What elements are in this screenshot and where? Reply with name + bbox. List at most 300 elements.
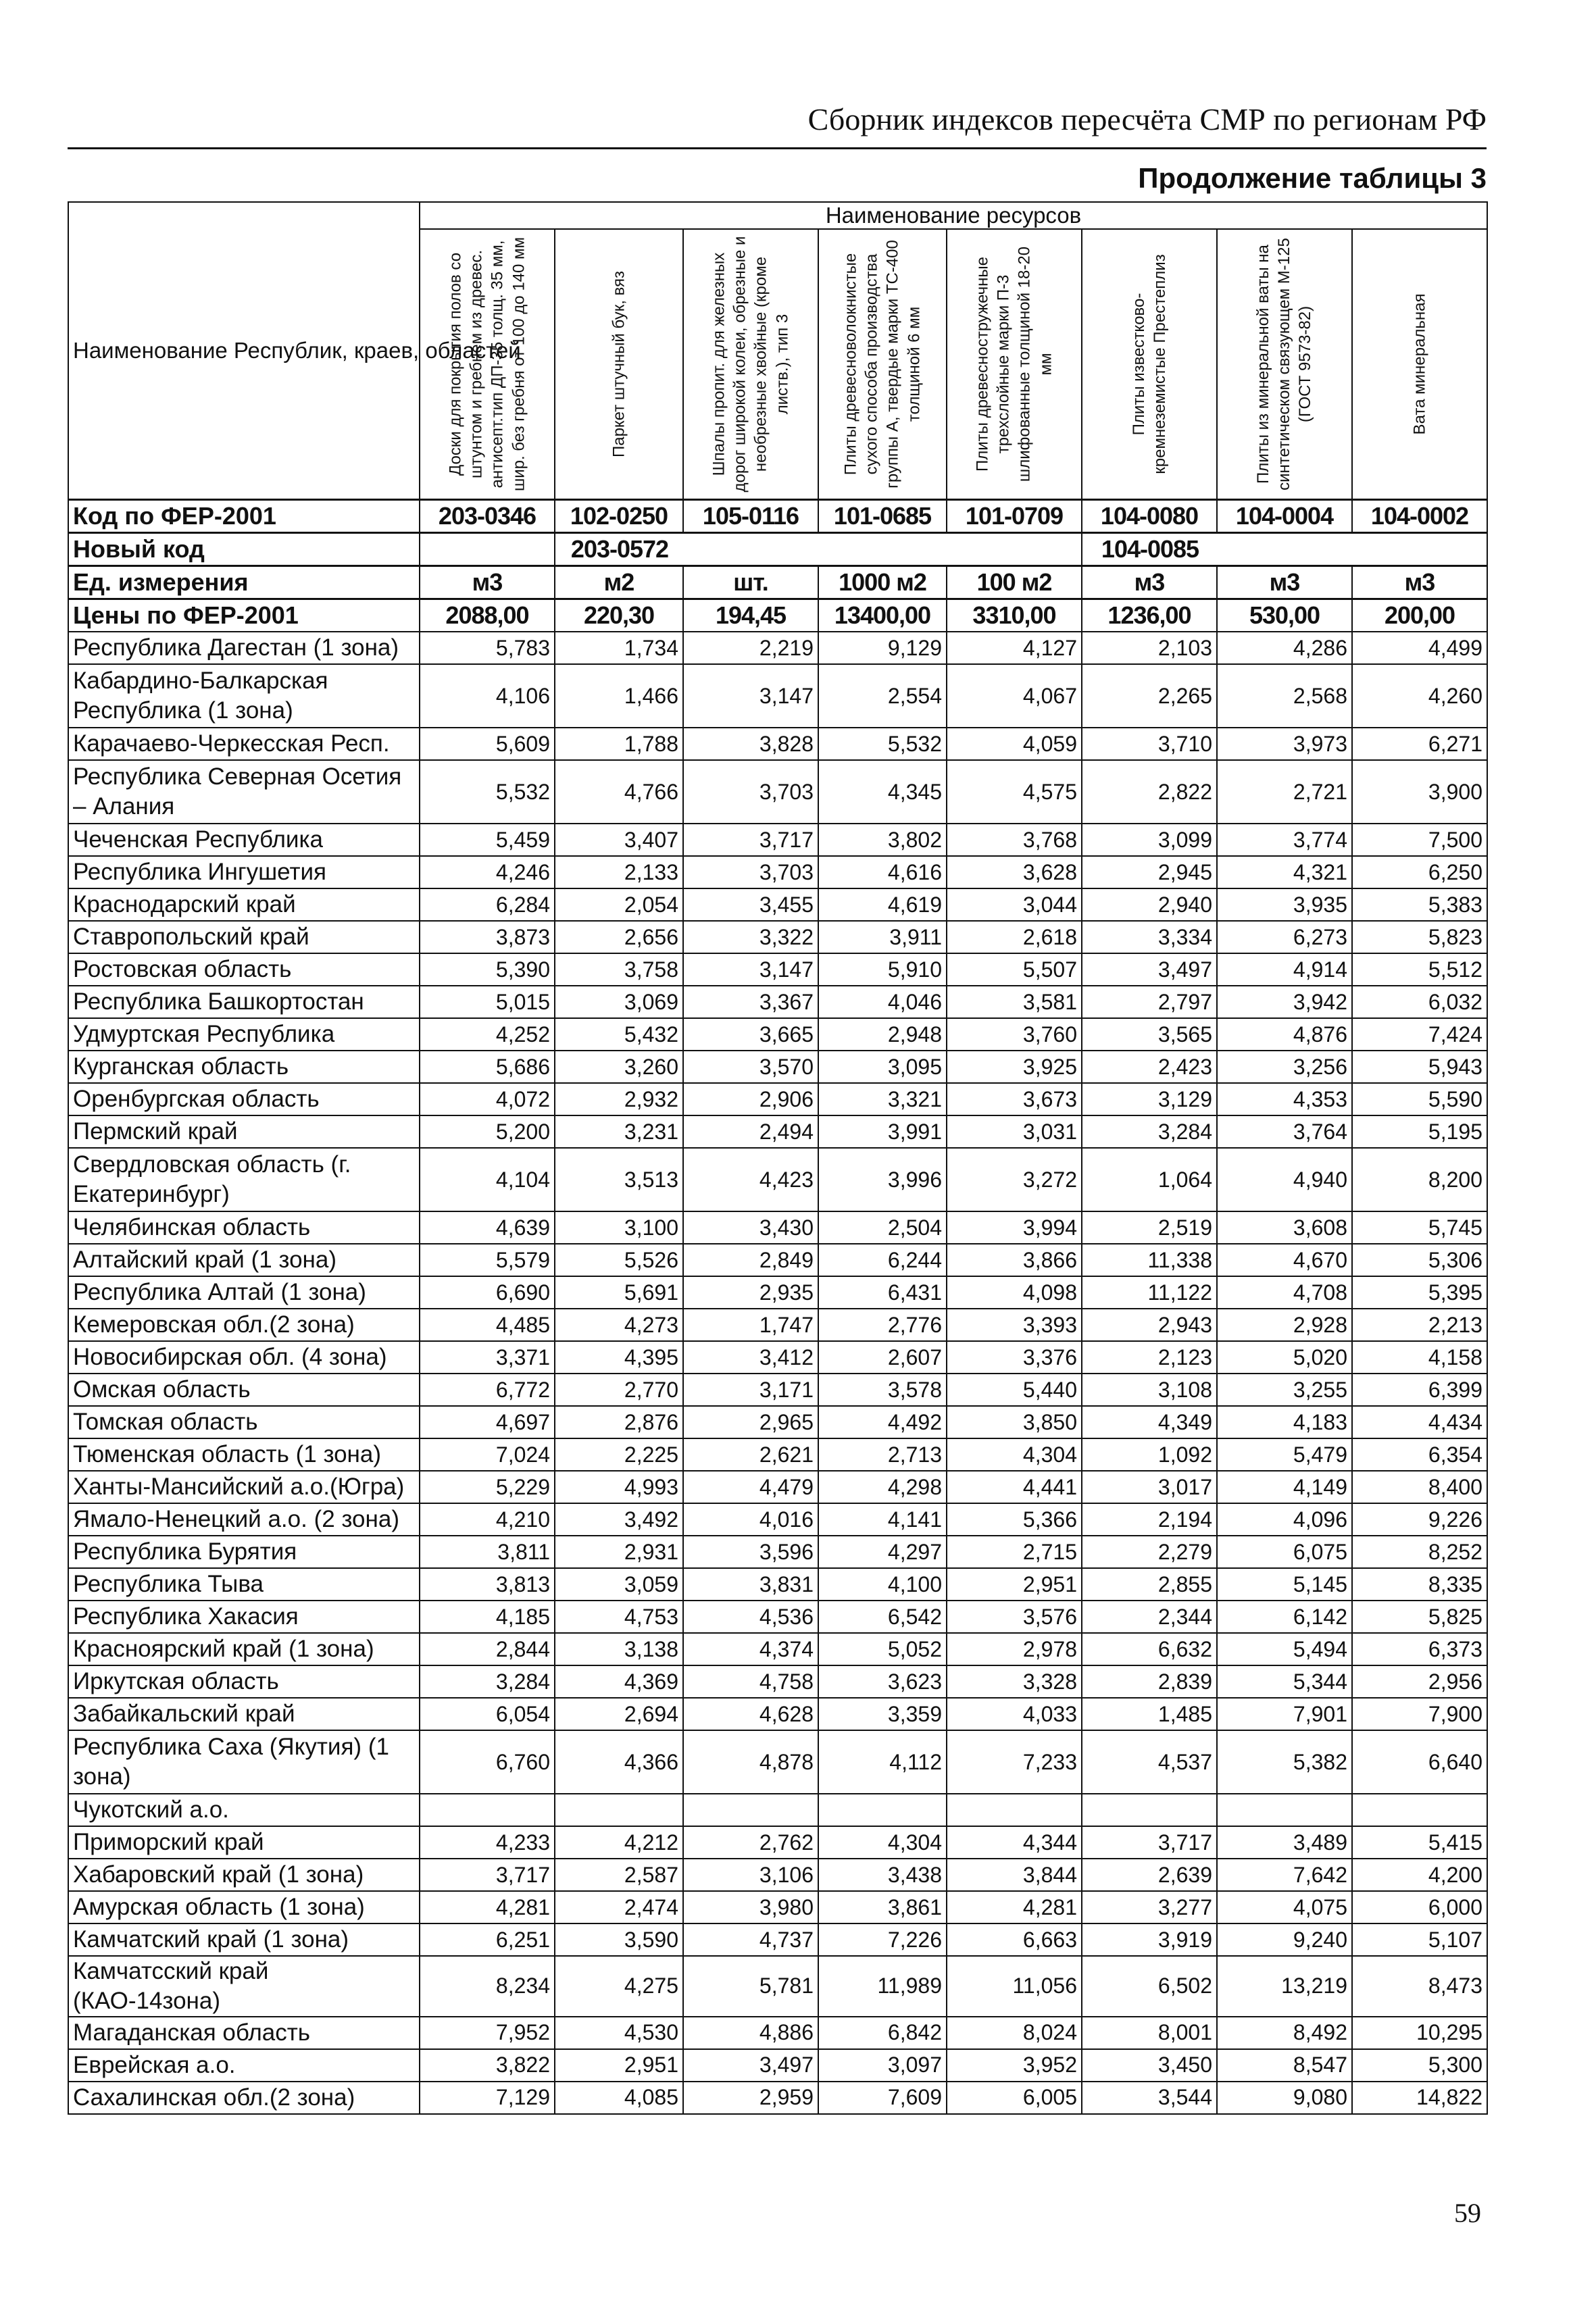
index-value: 6,663 [947, 1923, 1082, 1956]
index-value: 3,900 [1352, 760, 1487, 824]
table-row [68, 1438, 1487, 1471]
index-value: 8,234 [420, 1956, 555, 2017]
index-value: 3,717 [420, 1859, 555, 1891]
index-value: 3,673 [947, 1083, 1082, 1115]
index-value: 5,300 [1352, 2049, 1487, 2082]
fer-code-cell: 104-0080 [1082, 500, 1217, 533]
index-value: 3,628 [947, 856, 1082, 888]
index-value [1352, 1794, 1487, 1826]
index-value: 5,783 [420, 632, 555, 664]
fer-code-cell: 102-0250 [555, 500, 683, 533]
index-value: 2,054 [555, 888, 683, 921]
index-value: 5,415 [1352, 1826, 1487, 1859]
index-value: 3,590 [555, 1923, 683, 1956]
index-value: 7,233 [947, 1730, 1082, 1794]
index-value: 5,432 [555, 1018, 683, 1051]
index-value: 3,565 [1082, 1018, 1217, 1051]
index-value: 4,492 [818, 1406, 947, 1438]
index-value: 2,844 [420, 1633, 555, 1665]
index-value: 3,393 [947, 1309, 1082, 1341]
index-value: 3,367 [683, 986, 818, 1018]
index-value: 2,762 [683, 1826, 818, 1859]
index-value: 4,273 [555, 1309, 683, 1341]
fer-code-label: Код по ФЕР-2001 [68, 500, 420, 533]
region-name: Кемеровская обл.(2 зона) [68, 1309, 420, 1341]
index-value: 2,225 [555, 1438, 683, 1471]
index-value: 3,322 [683, 921, 818, 953]
index-value: 3,450 [1082, 2049, 1217, 2082]
index-value: 4,233 [420, 1826, 555, 1859]
index-value: 2,951 [947, 1568, 1082, 1601]
table-row [68, 1406, 1487, 1438]
index-value: 3,952 [947, 2049, 1082, 2082]
index-value: 4,345 [818, 760, 947, 824]
index-value: 5,781 [683, 1956, 818, 2017]
resource-column-header [555, 229, 683, 500]
index-value: 3,097 [818, 2049, 947, 2082]
index-value: 4,766 [555, 760, 683, 824]
region-name: Тюменская область (1 зона) [68, 1438, 420, 1471]
index-value: 4,210 [420, 1503, 555, 1536]
table-row [68, 1956, 1487, 2017]
index-value: 3,578 [818, 1374, 947, 1406]
index-value: 5,383 [1352, 888, 1487, 921]
resource-column-header-text: Паркет штучный бук, вяз [609, 270, 628, 458]
index-value: 3,760 [947, 1018, 1082, 1051]
index-value: 4,297 [818, 1536, 947, 1568]
index-value: 2,965 [683, 1406, 818, 1438]
index-value: 13,219 [1217, 1956, 1352, 2017]
index-value: 4,059 [947, 728, 1082, 760]
index-value: 3,171 [683, 1374, 818, 1406]
index-value: 4,304 [947, 1438, 1082, 1471]
region-name: Республика Ингушетия [68, 856, 420, 888]
index-value: 2,770 [555, 1374, 683, 1406]
index-value: 2,504 [818, 1211, 947, 1244]
index-value: 7,901 [1217, 1698, 1352, 1730]
index-value: 3,942 [1217, 986, 1352, 1018]
index-value: 7,642 [1217, 1859, 1352, 1891]
table-row [68, 1276, 1487, 1309]
index-value: 3,100 [555, 1211, 683, 1244]
index-value: 4,212 [555, 1826, 683, 1859]
region-name: Кабардино-Балкарская Республика (1 зона) [68, 664, 420, 728]
index-value: 2,344 [1082, 1601, 1217, 1633]
index-value: 4,344 [947, 1826, 1082, 1859]
index-value: 3,359 [818, 1698, 947, 1730]
index-value: 4,033 [947, 1698, 1082, 1730]
index-value: 4,016 [683, 1503, 818, 1536]
region-name: Краснодарский край [68, 888, 420, 921]
index-value: 3,911 [818, 921, 947, 953]
index-value: 6,032 [1352, 986, 1487, 1018]
index-value: 4,886 [683, 2017, 818, 2049]
index-value: 6,251 [420, 1923, 555, 1956]
index-value: 3,994 [947, 1211, 1082, 1244]
table-row [68, 856, 1487, 888]
resource-column-header-text: Вата минеральная [1410, 293, 1429, 435]
resource-column-header [1082, 229, 1217, 500]
index-value: 5,823 [1352, 921, 1487, 953]
table-row [68, 1923, 1487, 1956]
table-row [68, 1794, 1487, 1826]
region-name: Курганская область [68, 1051, 420, 1083]
index-value: 5,479 [1217, 1438, 1352, 1471]
index-value: 3,973 [1217, 728, 1352, 760]
index-value: 5,344 [1217, 1665, 1352, 1698]
unit-cell: шт. [683, 566, 818, 599]
index-value: 2,978 [947, 1633, 1082, 1665]
index-value: 2,822 [1082, 760, 1217, 824]
index-value: 4,072 [420, 1083, 555, 1115]
index-value: 3,492 [555, 1503, 683, 1536]
index-value: 6,772 [420, 1374, 555, 1406]
index-value [1217, 1794, 1352, 1826]
fer-code-cell: 104-0004 [1217, 500, 1352, 533]
index-value: 3,758 [555, 953, 683, 986]
index-value: 4,149 [1217, 1471, 1352, 1503]
index-value: 2,279 [1082, 1536, 1217, 1568]
index-value: 3,935 [1217, 888, 1352, 921]
region-name: Ямало-Ненецкий а.о. (2 зона) [68, 1503, 420, 1536]
index-value: 4,441 [947, 1471, 1082, 1503]
index-value: 4,366 [555, 1730, 683, 1794]
fer-code-cell: 203-0346 [420, 500, 555, 533]
index-value: 3,768 [947, 824, 1082, 856]
index-value: 6,244 [818, 1244, 947, 1276]
region-name: Чукотский а.о. [68, 1794, 420, 1826]
index-value: 3,255 [1217, 1374, 1352, 1406]
index-value: 2,713 [818, 1438, 947, 1471]
index-value: 8,492 [1217, 2017, 1352, 2049]
unit-cell: м3 [1352, 566, 1487, 599]
region-name: Хабаровский край (1 зона) [68, 1859, 420, 1891]
index-value: 1,747 [683, 1309, 818, 1341]
index-value: 3,665 [683, 1018, 818, 1051]
index-value: 6,000 [1352, 1891, 1487, 1923]
index-value: 2,935 [683, 1276, 818, 1309]
index-value: 7,952 [420, 2017, 555, 2049]
table-row [68, 1244, 1487, 1276]
index-value: 2,133 [555, 856, 683, 888]
index-value: 3,570 [683, 1051, 818, 1083]
index-value: 2,519 [1082, 1211, 1217, 1244]
price-cell: 200,00 [1352, 599, 1487, 632]
region-name: Новосибирская обл. (4 зона) [68, 1341, 420, 1374]
table-row [68, 1374, 1487, 1406]
table-row [68, 1568, 1487, 1601]
index-value: 4,321 [1217, 856, 1352, 888]
index-value: 3,980 [683, 1891, 818, 1923]
resource-column-header-text: Плиты древесностружечные трехслойные марки П-3 шлифованные толщиной 18-20 мм [973, 246, 1055, 482]
unit-cell: м3 [420, 566, 555, 599]
index-value: 3,138 [555, 1633, 683, 1665]
index-value: 3,099 [1082, 824, 1217, 856]
region-name: Красноярский край (1 зона) [68, 1633, 420, 1665]
index-value: 5,825 [1352, 1601, 1487, 1633]
index-value [420, 1794, 555, 1826]
index-value: 7,609 [818, 2082, 947, 2114]
unit-cell: м3 [1082, 566, 1217, 599]
table-row [68, 1211, 1487, 1244]
unit-cell: м3 [1217, 566, 1352, 599]
index-value: 6,640 [1352, 1730, 1487, 1794]
index-value: 2,265 [1082, 664, 1217, 728]
collection-title: Сборник индексов пересчёта СМР по регионам РФ [807, 102, 1487, 136]
index-value: 4,536 [683, 1601, 818, 1633]
region-column-header: Наименование Республик, краев, областей [68, 202, 420, 500]
resources-group-header: Наименование ресурсов [420, 202, 1487, 229]
table-row [68, 1148, 1487, 1211]
table-row [68, 1698, 1487, 1730]
fer-code-cell: 101-0685 [818, 500, 947, 533]
index-value: 3,996 [818, 1148, 947, 1211]
index-value [683, 1794, 818, 1826]
index-value: 4,537 [1082, 1730, 1217, 1794]
fer-code-cell: 105-0116 [683, 500, 818, 533]
index-value: 8,001 [1082, 2017, 1217, 2049]
index-value: 6,271 [1352, 728, 1487, 760]
index-value: 3,106 [683, 1859, 818, 1891]
index-value: 5,590 [1352, 1083, 1487, 1115]
index-value [1082, 1794, 1217, 1826]
index-value: 4,246 [420, 856, 555, 888]
region-name: Омская область [68, 1374, 420, 1406]
index-value: 3,438 [818, 1859, 947, 1891]
index-value: 4,753 [555, 1601, 683, 1633]
table-row [68, 1115, 1487, 1148]
index-value: 5,195 [1352, 1115, 1487, 1148]
index-value: 2,906 [683, 1083, 818, 1115]
index-value: 2,494 [683, 1115, 818, 1148]
index-value: 4,096 [1217, 1503, 1352, 1536]
table-row [68, 1051, 1487, 1083]
index-value: 14,822 [1352, 2082, 1487, 2114]
price-cell: 1236,00 [1082, 599, 1217, 632]
index-value: 5,579 [420, 1244, 555, 1276]
index-value: 2,876 [555, 1406, 683, 1438]
resource-column-header-text: Шпалы пропит. для железных дорог широкой колеи, обрезные и необрезные хвойные (кроме листв.), тип 3 [709, 236, 792, 493]
resource-column-header [683, 229, 818, 500]
index-value: 5,512 [1352, 953, 1487, 986]
index-value [555, 1794, 683, 1826]
table-row [68, 664, 1487, 728]
index-value: 5,395 [1352, 1276, 1487, 1309]
index-value: 3,147 [683, 664, 818, 728]
resource-column-header [818, 229, 947, 500]
index-value: 2,940 [1082, 888, 1217, 921]
index-value: 6,005 [947, 2082, 1082, 2114]
index-value: 3,430 [683, 1211, 818, 1244]
new-code-cell [1082, 533, 1487, 566]
index-value: 5,306 [1352, 1244, 1487, 1276]
index-value: 2,721 [1217, 760, 1352, 824]
index-value: 2,213 [1352, 1309, 1487, 1341]
index-value: 3,623 [818, 1665, 947, 1698]
index-value: 5,390 [420, 953, 555, 986]
index-value: 4,374 [683, 1633, 818, 1665]
resource-column-header-text: Плиты из минеральной ваты на синтетическом связующем М-125 (ГОСТ 9573-82) [1254, 238, 1315, 491]
index-value: 6,354 [1352, 1438, 1487, 1471]
index-value: 3,321 [818, 1083, 947, 1115]
table-row [68, 888, 1487, 921]
index-value: 5,107 [1352, 1923, 1487, 1956]
index-value: 3,844 [947, 1859, 1082, 1891]
index-value: 3,596 [683, 1536, 818, 1568]
index-value: 3,764 [1217, 1115, 1352, 1148]
index-value: 3,717 [683, 824, 818, 856]
index-value: 8,473 [1352, 1956, 1487, 2017]
index-value: 2,945 [1082, 856, 1217, 888]
index-value: 3,861 [818, 1891, 947, 1923]
index-value: 2,474 [555, 1891, 683, 1923]
index-value: 5,507 [947, 953, 1082, 986]
index-value: 2,959 [683, 2082, 818, 2114]
index-value: 1,734 [555, 632, 683, 664]
table-row [68, 1341, 1487, 1374]
region-name: Камчатсский край (КАО-14зона) [68, 1956, 420, 2017]
index-value: 3,017 [1082, 1471, 1217, 1503]
index-value: 3,260 [555, 1051, 683, 1083]
index-value: 3,813 [420, 1568, 555, 1601]
index-value: 3,991 [818, 1115, 947, 1148]
index-value: 4,395 [555, 1341, 683, 1374]
index-value: 2,123 [1082, 1341, 1217, 1374]
index-value: 4,353 [1217, 1083, 1352, 1115]
index-value: 4,098 [947, 1276, 1082, 1309]
index-value: 3,544 [1082, 2082, 1217, 2114]
index-value: 5,943 [1352, 1051, 1487, 1083]
index-value: 2,839 [1082, 1665, 1217, 1698]
index-value: 5,609 [420, 728, 555, 760]
index-value: 6,250 [1352, 856, 1487, 888]
index-value: 4,628 [683, 1698, 818, 1730]
index-value: 3,334 [1082, 921, 1217, 953]
region-name: Челябинская область [68, 1211, 420, 1244]
index-value: 3,376 [947, 1341, 1082, 1374]
region-name: Чеченская Республика [68, 824, 420, 856]
index-value: 3,284 [420, 1665, 555, 1698]
price-cell: 13400,00 [818, 599, 947, 632]
index-value: 3,513 [555, 1148, 683, 1211]
table-row [68, 1536, 1487, 1568]
region-name: Ростовская область [68, 953, 420, 986]
page-number: 59 [1454, 2198, 1481, 2228]
index-value: 3,108 [1082, 1374, 1217, 1406]
index-value: 4,737 [683, 1923, 818, 1956]
index-value: 4,914 [1217, 953, 1352, 986]
index-value: 4,067 [947, 664, 1082, 728]
index-value: 3,455 [683, 888, 818, 921]
index-value: 3,371 [420, 1341, 555, 1374]
new-code-value: 104-0085 [1101, 535, 1199, 563]
index-value: 2,639 [1082, 1859, 1217, 1891]
index-value: 3,703 [683, 856, 818, 888]
index-value: 5,015 [420, 986, 555, 1018]
index-value: 8,335 [1352, 1568, 1487, 1601]
index-value: 4,275 [555, 1956, 683, 2017]
index-value: 4,479 [683, 1471, 818, 1503]
index-value: 4,423 [683, 1148, 818, 1211]
index-value: 4,127 [947, 632, 1082, 664]
index-value: 4,281 [420, 1891, 555, 1923]
table-row [68, 921, 1487, 953]
index-value: 3,831 [683, 1568, 818, 1601]
table-continuation-label: Продолжение таблицы 3 [1138, 162, 1487, 194]
index-value: 1,064 [1082, 1148, 1217, 1211]
region-name: Камчатский край (1 зона) [68, 1923, 420, 1956]
resource-column-header [1352, 229, 1487, 500]
index-value: 9,129 [818, 632, 947, 664]
index-value: 4,260 [1352, 664, 1487, 728]
index-value: 7,500 [1352, 824, 1487, 856]
index-value: 4,286 [1217, 632, 1352, 664]
index-value: 5,200 [420, 1115, 555, 1148]
index-value: 3,031 [947, 1115, 1082, 1148]
index-value: 3,850 [947, 1406, 1082, 1438]
index-value: 3,866 [947, 1244, 1082, 1276]
index-value: 4,141 [818, 1503, 947, 1536]
index-value: 4,158 [1352, 1341, 1487, 1374]
region-name: Республика Дагестан (1 зона) [68, 632, 420, 664]
index-value: 4,185 [420, 1601, 555, 1633]
index-value: 3,489 [1217, 1826, 1352, 1859]
index-value: 5,526 [555, 1244, 683, 1276]
index-value: 5,229 [420, 1471, 555, 1503]
index-value: 4,085 [555, 2082, 683, 2114]
index-value: 7,024 [420, 1438, 555, 1471]
index-value: 6,542 [818, 1601, 947, 1633]
region-name: Оренбургская область [68, 1083, 420, 1115]
index-value: 3,919 [1082, 1923, 1217, 1956]
index-value: 5,745 [1352, 1211, 1487, 1244]
unit-cell: 100 м2 [947, 566, 1082, 599]
table-row [68, 2049, 1487, 2082]
price-cell: 2088,00 [420, 599, 555, 632]
unit-label: Ед. измерения [68, 566, 420, 599]
index-value: 5,366 [947, 1503, 1082, 1536]
index-value: 3,774 [1217, 824, 1352, 856]
new-code-value: 203-0572 [570, 535, 669, 563]
index-value: 3,811 [420, 1536, 555, 1568]
table-row [68, 986, 1487, 1018]
table-row [68, 824, 1487, 856]
price-label: Цены по ФЕР-2001 [68, 599, 420, 632]
index-value: 7,900 [1352, 1698, 1487, 1730]
index-value: 1,485 [1082, 1698, 1217, 1730]
index-value: 2,219 [683, 632, 818, 664]
price-cell: 220,30 [555, 599, 683, 632]
index-value: 3,044 [947, 888, 1082, 921]
index-value [947, 1794, 1082, 1826]
resource-column-header-text: Доски для покрытия полов со штунтом и гребнем из древес. антисепт.тип ДП-35 толщ. 35 мм, шир. без гребня от 100 до 140 мм [446, 236, 528, 492]
index-value: 6,273 [1217, 921, 1352, 953]
table-row [68, 1891, 1487, 1923]
region-name: Свердловская область (г. Екатеринбург) [68, 1148, 420, 1211]
index-value: 3,095 [818, 1051, 947, 1083]
index-value: 2,928 [1217, 1309, 1352, 1341]
index-value: 2,587 [555, 1859, 683, 1891]
table-row [68, 1503, 1487, 1536]
index-value: 6,842 [818, 2017, 947, 2049]
index-value: 6,431 [818, 1276, 947, 1309]
index-value: 2,943 [1082, 1309, 1217, 1341]
index-value: 2,948 [818, 1018, 947, 1051]
index-value: 5,440 [947, 1374, 1082, 1406]
index-value: 8,252 [1352, 1536, 1487, 1568]
region-name: Приморский край [68, 1826, 420, 1859]
index-value: 2,607 [818, 1341, 947, 1374]
